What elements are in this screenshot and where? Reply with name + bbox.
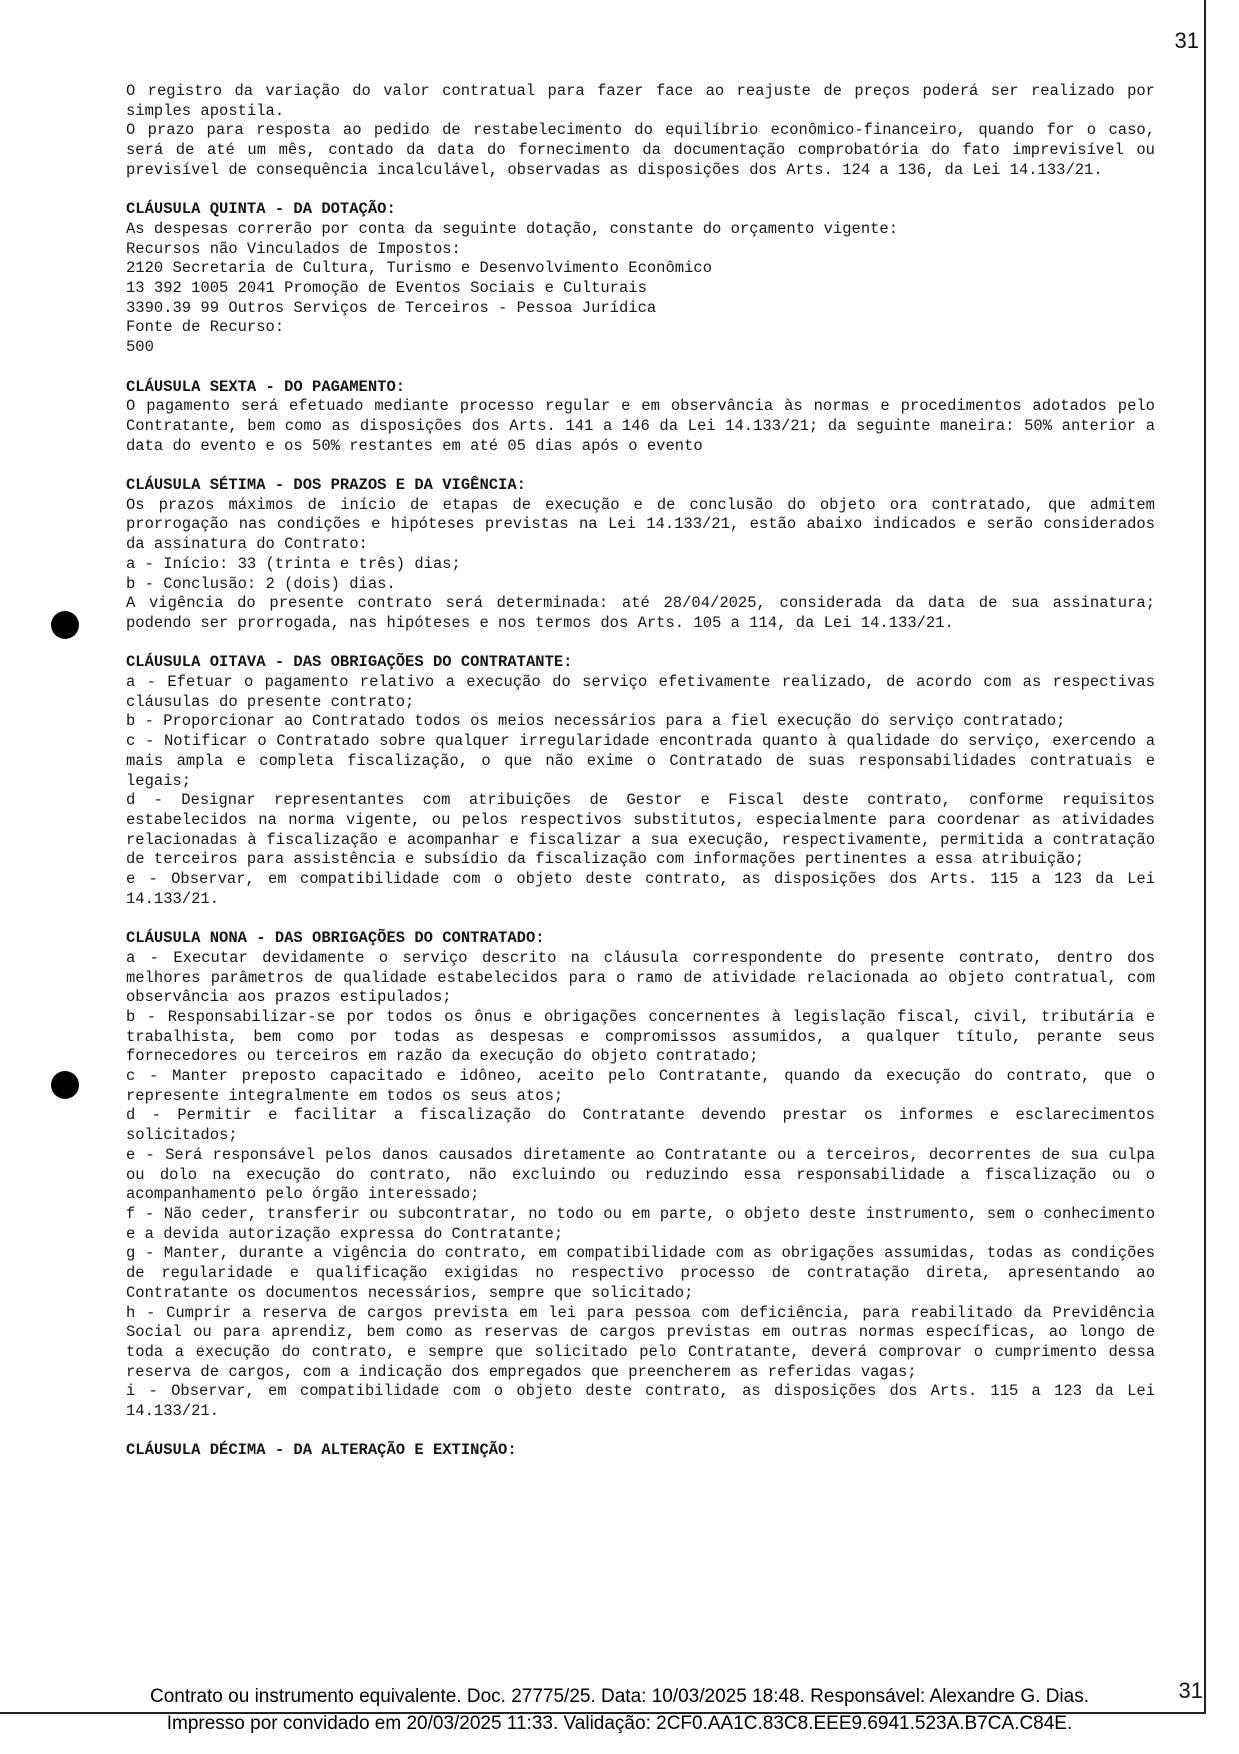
clausula-nona (126, 929, 1155, 1422)
text-line: 13 392 1005 2041 Promoção de Eventos Sociais e Culturais (126, 279, 647, 298)
text-line: 3390.39 99 Outros Serviços de Terceiros - Pessoa Jurídica (126, 298, 657, 317)
list-item: b - Proporcionar ao Contratado todos os meios necessários para a fiel execução do serviço contratado; (126, 712, 1066, 731)
paragraph: Os prazos máximos de início de etapas de execução e de conclusão do objeto ora contratado, que admitem prorrogação nas condições e hipóteses previstas na Lei 14.133/21, estão abaixo indicados e serão considerados da assinatura do Contrato: (126, 495, 1155, 554)
list-item: i - Observar, em compatibilidade com o objeto deste contrato, as disposições dos Arts. 115 a 123 da Lei 14.133/21. (126, 1382, 1155, 1421)
intro-paragraph: O prazo para resposta ao pedido de restabelecimento do equilíbrio econômico-financeiro, quando for o caso, será de até um mês, contado da data do fornecimento da documentação comprobatória do fato imprevisível ou previsível de consequência incalculável, observadas as disposições dos Arts. 124 a 136, da Lei 14.133/21. (126, 121, 1155, 179)
list-item: c - Manter preposto capacitado e idôneo, aceito pelo Contratante, quando da execução do contrato, que o represente integralmente em todos os seus atos; (126, 1067, 1155, 1105)
list-item: g - Manter, durante a vigência do contrato, em compatibilidade com as obrigações assumidas, todas as condições de regularidade e qualificação exigidas no respectivo processo de contratação direta, apresentando ao Contratante os documentos necessários, sempre que solicitado; (126, 1244, 1155, 1302)
list-item: a - Efetuar o pagamento relativo a execução do serviço efetivamente realizado, de acordo com as respectivas cláusulas do presente contrato; (126, 673, 1155, 711)
list-item: a - Início: 33 (trinta e três) dias; (126, 554, 461, 573)
clausula-setima (126, 476, 1155, 634)
page-number-bottom: 31 (1178, 1678, 1203, 1703)
punch-hole-icon (51, 611, 79, 639)
text-line: Recursos não Vinculados de Impostos: (126, 239, 461, 258)
list-item: d - Permitir e facilitar a fiscalização do Contratante devendo prestar os informes e esclarecimentos solicitados; (126, 1106, 1155, 1145)
text-line: 500 (126, 338, 154, 357)
clausula-sexta (126, 378, 1155, 457)
section-heading: CLÁUSULA DÉCIMA - DA ALTERAÇÃO E EXTINÇÃO: (126, 1441, 517, 1460)
document-body (126, 82, 1155, 1461)
text-line: As despesas correrão por conta da seguinte dotação, constante do orçamento vigente: (126, 219, 899, 238)
text-line: Fonte de Recurso: (126, 318, 285, 337)
footer-validation: Impresso por convidado em 20/03/2025 11:33. Validação: 2CF0.AA1C.83C8.EEE9.6941.523A.B7CA.C84E. (166, 1713, 1073, 1734)
list-item: b - Responsabilizar-se por todos os ônus e obrigações concernentes à legislação fiscal, civil, tributária e trabalhista, bem como por todas as despesas e compromissos assumidos, a qualquer título, perante seus fornecedores ou terceiros em razão da execução do objeto contratado; (126, 1007, 1155, 1066)
intro-paragraph: O registro da variação do valor contratual para fazer face ao reajuste de preços poderá ser realizado por simples apostila. (126, 82, 1155, 120)
clausula-quinta (126, 200, 1155, 358)
paragraph: A vigência do presente contrato será determinada: até 28/04/2025, considerada da data de sua assinatura; podendo ser prorrogada, nas hipóteses e nos termos dos Arts. 105 a 114, da Lei 14.133/21. (126, 594, 1155, 632)
list-item: a - Executar devidamente o serviço descrito na cláusula correspondente do presente contrato, dentro dos melhores parâmetros de qualidade estabelecidos para o ramo de atividade relacionada ao objeto contratual, com observância aos prazos estipulados; (126, 948, 1155, 1007)
section-heading: CLÁUSULA SÉTIMA - DOS PRAZOS E DA VIGÊNCIA: (126, 476, 526, 495)
clausula-decima (126, 1441, 1155, 1461)
text-line: 2120 Secretaria de Cultura, Turismo e Desenvolvimento Econômico (126, 259, 712, 278)
clausula-oitava (126, 653, 1155, 909)
page-number: 31 (1174, 28, 1199, 53)
section-heading: CLÁUSULA OITAVA - DAS OBRIGAÇÕES DO CONTRATANTE: (126, 653, 573, 672)
list-item: h - Cumprir a reserva de cargos prevista em lei para pessoa com deficiência, para reabilitado da Previdência Social ou para aprendiz, bem como as reservas de cargos previstas em outras normas específicas, ao longo de toda a execução do contrato, e sempre que solicitado pelo Contratante, deverá comprovar o cumprimento dessa reserva de cargos, com a indicação dos empregados que preencherem as referidas vagas; (126, 1303, 1155, 1381)
section-heading: CLÁUSULA SEXTA - DO PAGAMENTO: (126, 377, 406, 396)
list-item: f - Não ceder, transferir ou subcontratar, no todo ou em parte, o objeto deste instrumento, sem o conhecimento e a devida autorização expressa do Contratante; (126, 1205, 1155, 1243)
section-heading: CLÁUSULA NONA - DAS OBRIGAÇÕES DO CONTRATADO: (126, 929, 545, 948)
list-item: c - Notificar o Contratado sobre qualquer irregularidade encontrada quanto à qualidade do serviço, exercendo a mais ampla e completa fiscalização, o que não exime o Contratado de suas responsabilidades contratuais e legais; (126, 732, 1155, 790)
paragraph: O pagamento será efetuado mediante processo regular e em observância às normas e procedimentos adotados pelo Contratante, bem como as disposições dos Arts. 141 a 146 da Lei 14.133/21; da seguinte maneira: 50% anterior a data do evento e os 50% restantes em até 05 dias após o evento (126, 397, 1155, 455)
section-heading: CLÁUSULA QUINTA - DA DOTAÇÃO: (126, 200, 396, 219)
list-item: d - Designar representantes com atribuições de Gestor e Fiscal deste contrato, conforme requisitos estabelecidos na norma vigente, ou pelos respectivos substitutos, especialmente para coordenar as atividades relacionadas à fiscalização e acompanhar e fiscalizar a sua execução, respectivamente, permitida a contratação de terceiros para assistência e subsídio da fiscalização com informações pertinentes a essa atribuição; (126, 791, 1155, 869)
list-item: b - Conclusão: 2 (dois) dias. (126, 574, 396, 593)
list-item: e - Observar, em compatibilidade com o objeto deste contrato, as disposições dos Arts. 115 a 123 da Lei 14.133/21. (126, 870, 1155, 908)
footer-line-1: Contrato ou instrumento equivalente. Doc. 27775/25. Data: 10/03/2025 18:48. Responsável: Alexandre G. Dias. (150, 1686, 1089, 1707)
list-item: e - Será responsável pelos danos causados diretamente ao Contratante ou a terceiros, decorrentes de sua culpa ou dolo na execução do contrato, não excluindo ou reduzindo essa responsabilidade a fiscalização ou o acompanhamento pelo órgão interessado; (126, 1145, 1155, 1204)
punch-hole-icon (51, 1071, 79, 1099)
